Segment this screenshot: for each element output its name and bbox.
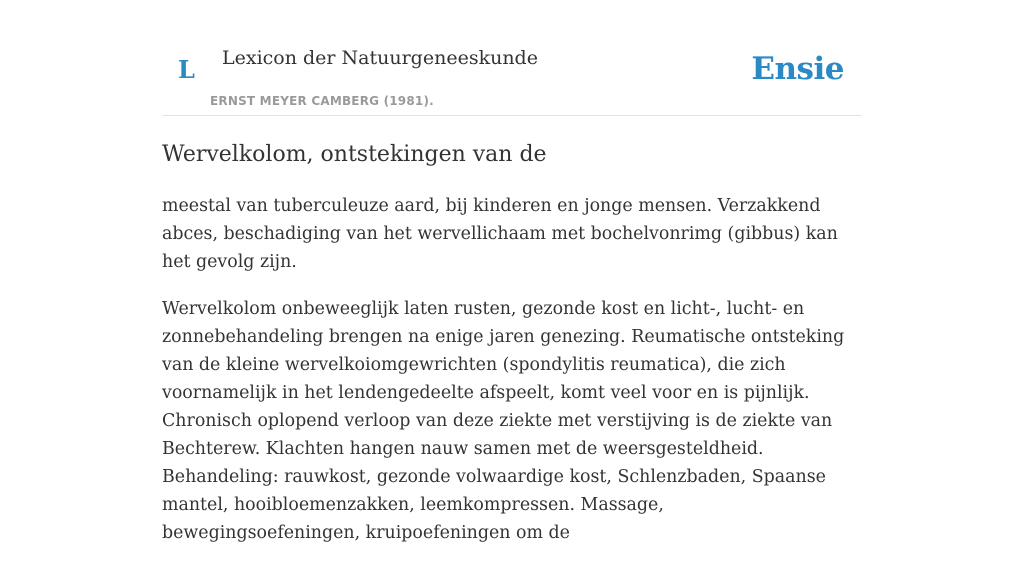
book-logo[interactable]: L (178, 55, 195, 84)
page-header (162, 0, 862, 116)
entry-body (162, 192, 862, 547)
entry-title: Wervelkolom, ontstekingen van de (162, 142, 547, 167)
book-author: ERNST MEYER CAMBERG (1981). (210, 94, 434, 108)
book-title-link[interactable]: Lexicon der Natuurgeneeskunde (222, 47, 538, 69)
entry-paragraph-2: Wervelkolom onbeweeglijk laten rusten, gezonde kost en licht-, lucht- en zonnebehandeling brengen na enige jaren genezing. Reumatische ontsteking van de kleine wervelkoiomgewrichten (spondylitis reumatica), die zich voornamelijk in het lendengedeelte afspeelt, komt veel voor en is pijnlijk. Chronisch oplopend verloop van deze ziekte met verstijving is de ziekte van Bechterew. Klachten hangen nauw samen met de weersgesteldheid. Behandeling: rauwkost, gezonde volwaardige kost, Schlenzbaden, Spaanse mantel, hooibloemenzakken, leemkompressen. Massage, bewegingsoefeningen, kruipoefeningen om de (162, 299, 845, 543)
page-container (162, 0, 862, 566)
entry-paragraph-1: meestal van tuberculeuze aard, bij kinderen en jonge mensen. Verzakkend abces, beschadiging van het wervellichaam met bochelvonrimg (gibbus) kan het gevolg zijn. (162, 196, 838, 272)
ensie-logo[interactable]: Ensie (751, 51, 844, 87)
